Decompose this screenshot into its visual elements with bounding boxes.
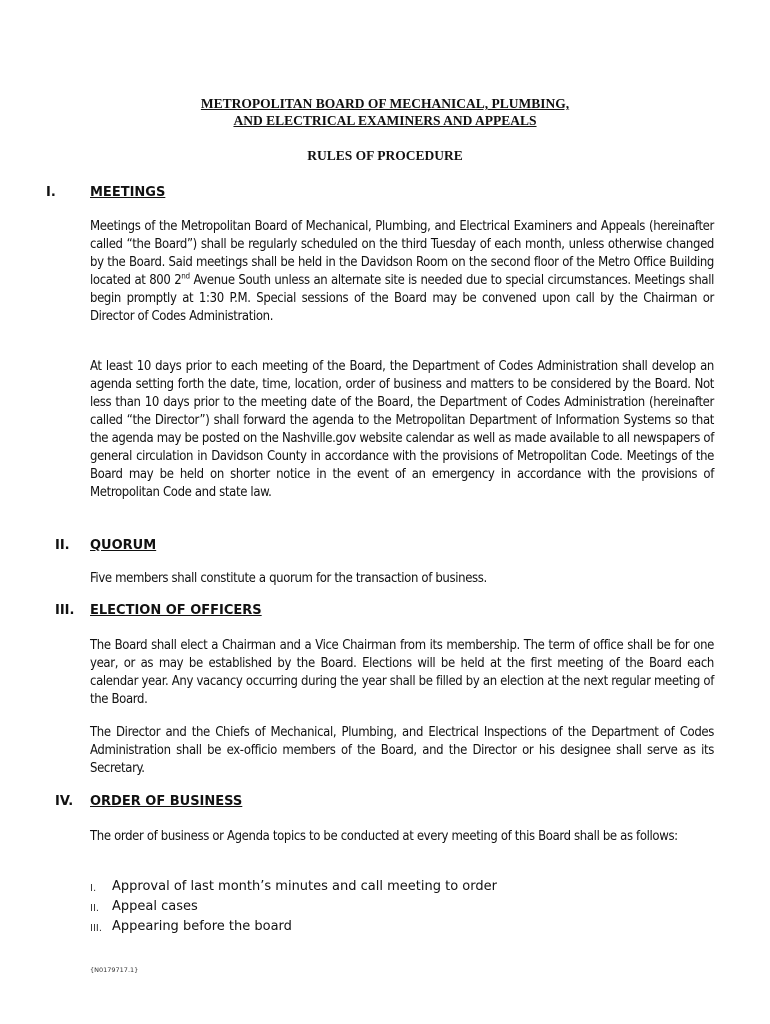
document-subtitle: RULES OF PROCEDURE [307,148,463,163]
document-footer-code: {N0179717.1} [90,966,139,974]
order-list [90,878,714,938]
quorum-paragraph: Five members shall constitute a quorum for the transaction of business. [90,571,487,586]
section-heading-meetings: MEETINGS [90,185,166,200]
list-item-number: II. [90,903,100,914]
list-item-text: Approval of last month’s minutes and call meeting to order [112,879,497,894]
section-heading-election: ELECTION OF OFFICERS [90,603,262,618]
section-number-meetings: I. [46,185,56,200]
list-item-number: I. [90,883,97,894]
ordinal-suffix: nd [181,271,190,281]
meetings-paragraph-2: At least 10 days prior to each meeting of the Board, the Department of Codes Administration shall develop an agenda setting forth the date, time, location, order of business and matters to be considered by the Board. Not less than 10 days prior to the meeting date of the Board, the Department of Codes Administration (hereinafter called “the Director”) shall forward the agenda to the Metropolitan Department of Information Systems so that the agenda may be posted on the Nashville.gov website calendar as well as made available to all newspapers of general circulation in Davidson County in accordance with the provisions of Metropolitan Code. Meetings of the Board may be held on shorter notice in the event of an emergency in accordance with the provisions of Metropolitan Code and state law. [90,359,714,500]
section-number-quorum: II. [55,538,70,553]
document-title [0,95,770,129]
section-number-order: IV. [55,794,74,809]
list-item-text: Appeal cases [112,899,198,914]
meetings-p1-part-a: Meetings of the Metropolitan Board of Mechanical, Plumbing, and Electrical Examiners and Appeals (hereinafter called “the Board”) shall be regularly scheduled on the third Tuesday of each month, unless otherwise changed by the Board. Said meetings shall be held in the Davidson Room on the second floor of the Metro Office Building located at 800 2 [90,219,714,288]
section-number-election: III. [55,603,75,618]
section-heading-quorum: QUORUM [90,538,157,553]
title-line-2: AND ELECTRICAL EXAMINERS AND APPEALS [233,113,537,128]
list-item [90,898,714,918]
election-paragraph-1: The Board shall elect a Chairman and a Vice Chairman from its membership. The term of office shall be for one year, or as may be established by the Board. Elections will be held at the first meeting of the Board each calendar year. Any vacancy occurring during the year shall be filled by an election at the next regular meeting of the Board. [90,638,714,707]
meetings-p1-part-b: Avenue South unless an alternate site is needed due to special circumstances. Meetings shall begin promptly at 1:30 P.M. Special sessions of the Board may be convened upon call by the Chairman or Director of Codes Administration. [90,273,714,324]
list-item-text: Appearing before the board [112,919,292,934]
meetings-paragraph-1 [90,218,714,326]
section-heading-order: ORDER OF BUSINESS [90,794,243,809]
election-paragraph-2: The Director and the Chiefs of Mechanical, Plumbing, and Electrical Inspections of the Department of Codes Administration shall be ex-officio members of the Board, and the Director or his designee shall serve as its Secretary. [90,725,714,776]
title-line-1: METROPOLITAN BOARD OF MECHANICAL, PLUMBING, [200,96,570,111]
list-item [90,918,714,938]
order-paragraph: The order of business or Agenda topics to be conducted at every meeting of this Board shall be as follows: [90,829,678,844]
list-item [90,878,714,898]
list-item-number: III. [90,923,103,934]
